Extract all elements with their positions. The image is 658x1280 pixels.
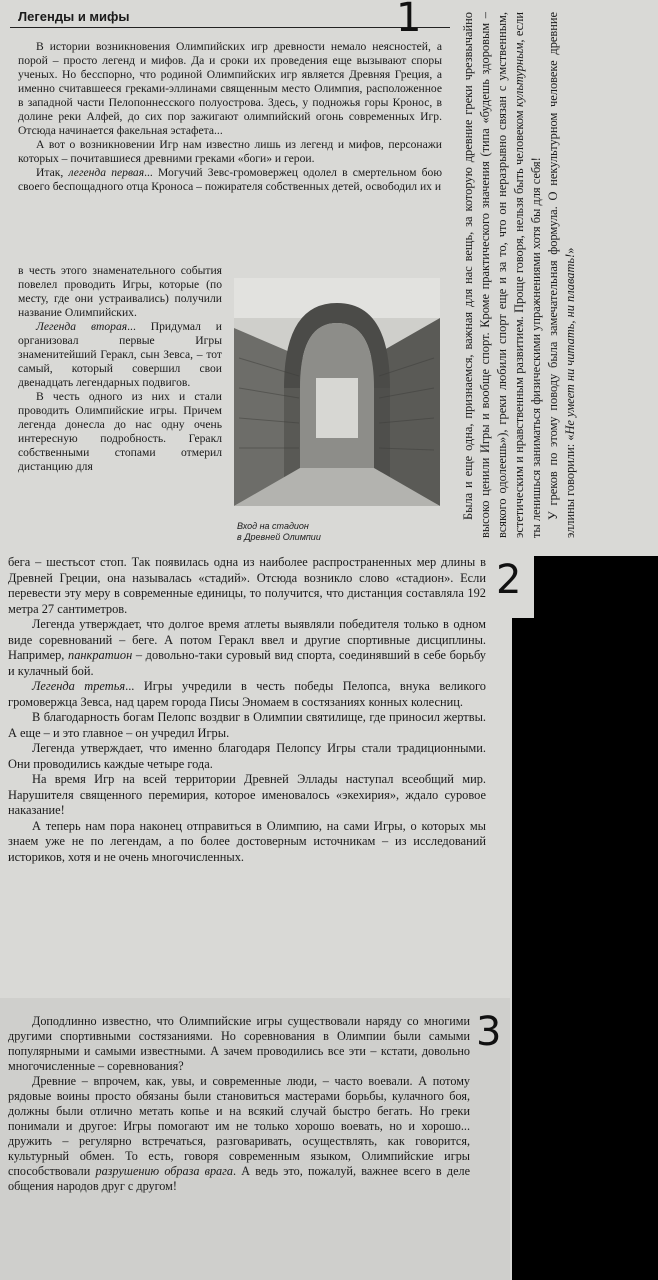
handwritten-marker-1: 1 — [396, 0, 422, 41]
sidebar-p1-b: , если ты ленишься заниматься физическими упражнениями хотя бы для себя! — [512, 12, 543, 538]
mid-p3-em: Легенда третья — [32, 679, 126, 693]
mid-p2-a: Легенда утверждает, что долгое время атлеты выявляли победителя только в одном виде соревнований – беге. А потом Геракл ввел и другие спортивные дисциплины. Например, — [8, 617, 486, 662]
legend-one-paragraph — [18, 166, 442, 194]
mid-p3-b: ... Игры учредили в честь победы Пелопса, внука великого громовержца Зевса, над царем города Писы Эномаем в состязаниях конных колесниц. — [8, 679, 486, 709]
mid-paragraph-7: А теперь нам пора наконец отправиться в Олимпию, на сами Игры, о которых мы знаем уже не по легендам, а по более достоверным источникам – из исследований историков, хотя и не очень многочисленных. — [8, 818, 486, 864]
stadium-arch-illustration — [234, 278, 440, 506]
section-header: Легенды и мифы — [10, 6, 450, 28]
wrap-column — [18, 264, 222, 474]
legend-one-text: ... Могучий Зевс-громовержец одолел в смертельном бою своего беспощадного отца Кроноса – пожирателя собственных детей, освободил их и — [18, 166, 442, 193]
middle-column — [8, 555, 486, 865]
sidebar-p2-em: Не умеет ни читать, ни плавать! — [563, 253, 577, 435]
legend-two-continuation: В честь одного из них и стали проводить Олимпийские игры. Причем легенда донесла до нас одну очень интересную подробность. Геракл собственными стопами отмерил дистанцию для — [18, 390, 222, 473]
wrap-continuation: в честь этого знаменательного события повелел проводить Игры, которые (по месту, где они устраивались) получили название Олимпийских. — [18, 264, 222, 319]
mid-p2-b: – довольно-таки суровый вид спорта, соединявший в себе борьбу и кулачный бой. — [8, 648, 486, 678]
mid-paragraph-1: бега – шестьсот стоп. Так появилась одна из наиболее распространенных мер длины в Древней Греции, она называлась «стадий». Отсюда возникло слово «стадион». Если перевести эту меру в современные единицы, то получится, что дистанция составляла 192 метра 27 сантиметров. — [8, 555, 486, 616]
photo-caption-line-1: Вход на стадион — [237, 521, 309, 531]
legend-two-text: ... Придумал и организовал первые Игры знаменитейший Геракл, сын Зевса, – тот самый, который совершил свои двенадцать легендарных подвигов. — [18, 320, 222, 389]
stadium-entrance-photo — [234, 278, 440, 506]
bottom-column — [8, 1014, 470, 1194]
photo-caption — [237, 521, 437, 543]
mid-p2-em: панкратион — [68, 648, 133, 662]
bottom-p2-b: . А ведь это, пожалуй, важнее всего в деле общения народов друг с другом! — [8, 1164, 470, 1193]
redaction-block-upper — [534, 556, 658, 626]
rotated-sidebar — [456, 6, 652, 544]
legend-one-label: легенда первая — [68, 166, 145, 179]
sidebar-paragraph-2 — [545, 12, 579, 538]
sidebar-p2-end: » — [563, 247, 577, 254]
mid-paragraph-2 — [8, 617, 486, 679]
handwritten-marker-2: 2 — [496, 557, 522, 603]
rotated-sidebar-text — [460, 12, 648, 538]
bottom-p2-em: разрушению образа врага — [95, 1164, 233, 1178]
redaction-block-lower — [512, 618, 658, 1280]
sidebar-p1-em: культурным — [512, 42, 526, 108]
intro-paragraph-1: В истории возникновения Олимпийских игр древности немало неясностей, а порой – просто легенд и мифов. Да и сроки их проведения еще вызывают споры ученых. Но бесспорно, что родиной Олимпийских игр является Древняя Греция, а именно считавшееся греками-эллинами священным место Олимпия, расположенное в западной части Пелопоннесского полуострова. Здесь, у подножья горы Кронос, в долине реки Алфей, до сих пор зажигают олимпийский огонь современных Игр. Отсюда начинается факельная эстафета... — [18, 40, 442, 137]
intro-column — [18, 40, 442, 194]
bottom-p2-a: Древние – впрочем, как, увы, и современные люди, – часто воевали. А потому рядовые воины просто обязаны были становиться мастерами борьбы, кулачного боя, должны были отлично метать копье и на всякий случай быстро бегать. Но греки понимали и другое: Игры помогают им не только хорошо воевать, но и хорошо... дружить – регулярно встречаться, разговаривать, осуществлять, как говорится, культурный обмен. То есть, говоря современным языком, Олимпийские игры способствовали — [8, 1074, 470, 1178]
mid-paragraph-3 — [8, 679, 486, 710]
bottom-paragraph-1: Доподлинно известно, что Олимпийские игры существовали наряду со многими другими спортивными состязаниями. Но соревнования в Олимпии были самыми популярными и самыми известными. А зачем проводились все эти – кстати, довольно многочисленные – соревнования? — [8, 1014, 470, 1073]
handwritten-marker-3: 3 — [476, 1009, 502, 1055]
photo-caption-line-2: в Древней Олимпии — [237, 532, 321, 542]
bottom-paragraph-2 — [8, 1074, 470, 1194]
intro-paragraph-2: А вот о возникновении Игр нам известно лишь из легенд и мифов, персонажи которых – почитавшиеся древними греками «боги» и герои. — [18, 138, 442, 165]
legend-one-prefix: Итак, — [36, 166, 69, 179]
mid-paragraph-4: В благодарность богам Пелопс воздвиг в Олимпии святилище, где приносил жертвы. А еще – и это главное – он учредил Игры. — [8, 710, 486, 740]
legend-two-label: Легенда вторая — [36, 320, 128, 333]
sidebar-paragraph-1 — [460, 12, 545, 538]
legend-two-paragraph — [18, 320, 222, 390]
mid-paragraph-6: На время Игр на всей территории Древней Эллады наступал всеобщий мир. Нарушителя священного перемирия, которое именовалось «экехирия», ждало суровое наказание! — [8, 772, 486, 817]
sidebar-p2: У греков по этому поводу была замечательная формула. О некультурном человеке древние эллины говорили: « — [546, 12, 577, 538]
sidebar-p1-a: Была и еще одна, признаемся, важная для нас вещь, за которую древние греки чрезвычайно высоко ценили Игры и вообще спорт. Кроме практического значения (типа «будешь здоровым – всякого одолеешь»), греки любили спорт еще и за то, что он неразрывно связан с умственным, эстетическим и нравственным развитием. Проще говоря, нельзя быть человеком — [461, 12, 526, 538]
mid-paragraph-5: Легенда утверждает, что именно благодаря Пелопсу Игры стали традиционными. Они проводились каждые четыре года. — [8, 741, 486, 771]
